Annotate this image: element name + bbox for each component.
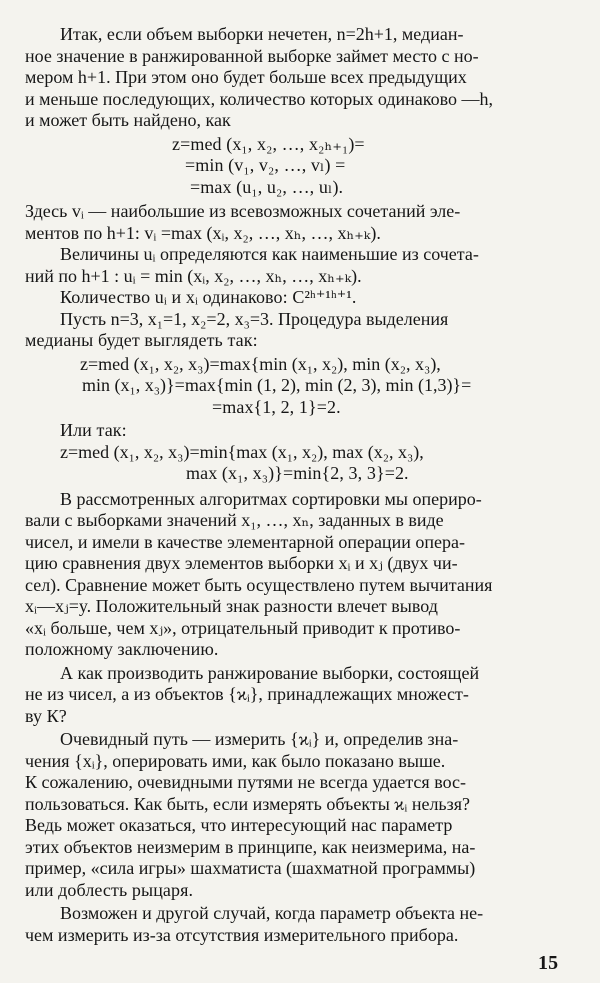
formula-line: =max{1, 2, 1}=2. xyxy=(212,396,341,417)
text-line: или доблесть рыцаря. xyxy=(25,879,194,900)
formula-line: z=med (x₁, x₂, …, x₂ₕ₊₁)= xyxy=(172,133,365,154)
text-line: и меньше последующих, количество которых одинаково —h, xyxy=(25,88,493,109)
formula-line: =max (u₁, u₂, …, uₗ). xyxy=(190,176,344,197)
text-line: пользоваться. Как быть, если измерять объекты ϰᵢ нельзя? xyxy=(25,793,471,814)
text-line: Итак, если объем выборки нечетен, n=2h+1, медиан- xyxy=(60,24,464,44)
text-line: Пусть n=3, x₁=1, x₂=2, x₃=3. Процедура выделения xyxy=(60,308,449,329)
text-line: А как производить ранжирование выборки, состоящей xyxy=(60,662,480,683)
text-line: «xᵢ больше, чем xⱼ», отрицательный приводит к противо- xyxy=(25,617,461,638)
text-line: сел). Сравнение может быть осуществлено путем вычитания xyxy=(25,574,493,595)
text-line: и может быть найдено, как xyxy=(25,110,231,130)
text-line: ву К? xyxy=(25,705,67,726)
text-line: чем измерить из-за отсутствия измерительного прибора. xyxy=(25,924,459,945)
text-line: К сожалению, очевидными путями не всегда удается вос- xyxy=(25,772,467,792)
text-line: пример, «сила игры» шахматиста (шахматной программы) xyxy=(25,858,476,878)
text-line: ний по h+1 : uᵢ = min (xᵢ, x₂, …, xₕ, …, xₕ₊ₖ). xyxy=(25,265,362,286)
formula-line: max (x₁, x₃)}=min{2, 3, 3}=2. xyxy=(186,463,409,483)
text-line: положному заключению. xyxy=(25,639,219,659)
text-line: цию сравнения двух элементов выборки xᵢ и xⱼ (двух чи- xyxy=(25,553,458,573)
text-line: Количество uᵢ и xᵢ одинаково: C²ʰ⁺¹ʰ⁺¹. xyxy=(60,287,357,307)
page-number: 15 xyxy=(538,952,559,974)
text-line: ментов по h+1: vᵢ =max (xᵢ, x₂, …, xₕ, …, xₕ₊ₖ). xyxy=(25,222,381,243)
text-line: мером h+1. При этом оно будет больше всех предыдущих xyxy=(25,67,467,87)
text-line: чисел, и имели в качестве элементарной операции опера- xyxy=(25,531,465,552)
text-line: вали с выборками значений x₁, …, xₙ, заданных в виде xyxy=(25,510,444,530)
text-line: этих объектов неизмерим в принципе, как неизмерима, на- xyxy=(25,836,476,857)
text-line: Здесь vᵢ — наибольшие из всевозможных сочетаний эле- xyxy=(25,201,461,221)
text-line: Очевидный путь — измерить {ϰᵢ} и, определив зна- xyxy=(60,729,459,749)
text-line: Или так: xyxy=(60,420,127,440)
text-line: чения {xᵢ}, оперировать ими, как было показано выше. xyxy=(25,750,446,771)
text-line: ное значение в ранжированной выборке займет место с но- xyxy=(25,45,479,66)
formula-line: z=med (x₁, x₂, x₃)=max{min (x₁, x₂), min (x₂, x₃), xyxy=(80,353,441,374)
text-line: В рассмотренных алгоритмах сортировки мы опериро- xyxy=(60,488,482,509)
text-line: медианы будет выглядеть так: xyxy=(25,330,258,350)
text-line: не из чисел, а из объектов {ϰᵢ}, принадлежащих множест- xyxy=(25,684,469,704)
formula-line: =min (v₁, v₂, …, vₗ) = xyxy=(185,155,346,175)
text-line: Ведь может оказаться, что интересующий нас параметр xyxy=(25,815,453,835)
text-line: Возможен и другой случай, когда параметр объекта не- xyxy=(60,903,484,923)
text-line: xᵢ—xⱼ=y. Положительный знак разности влечет вывод xyxy=(25,596,438,616)
text-line: Величины uᵢ определяются как наименьшие из сочета- xyxy=(60,244,479,264)
formula-line: min (x₁, x₃)}=max{min (1, 2), min (2, 3), min (1,3)}= xyxy=(82,375,472,395)
formula-line: z=med (x₁, x₂, x₃)=min{max (x₁, x₂), max (x₂, x₃), xyxy=(60,441,424,462)
